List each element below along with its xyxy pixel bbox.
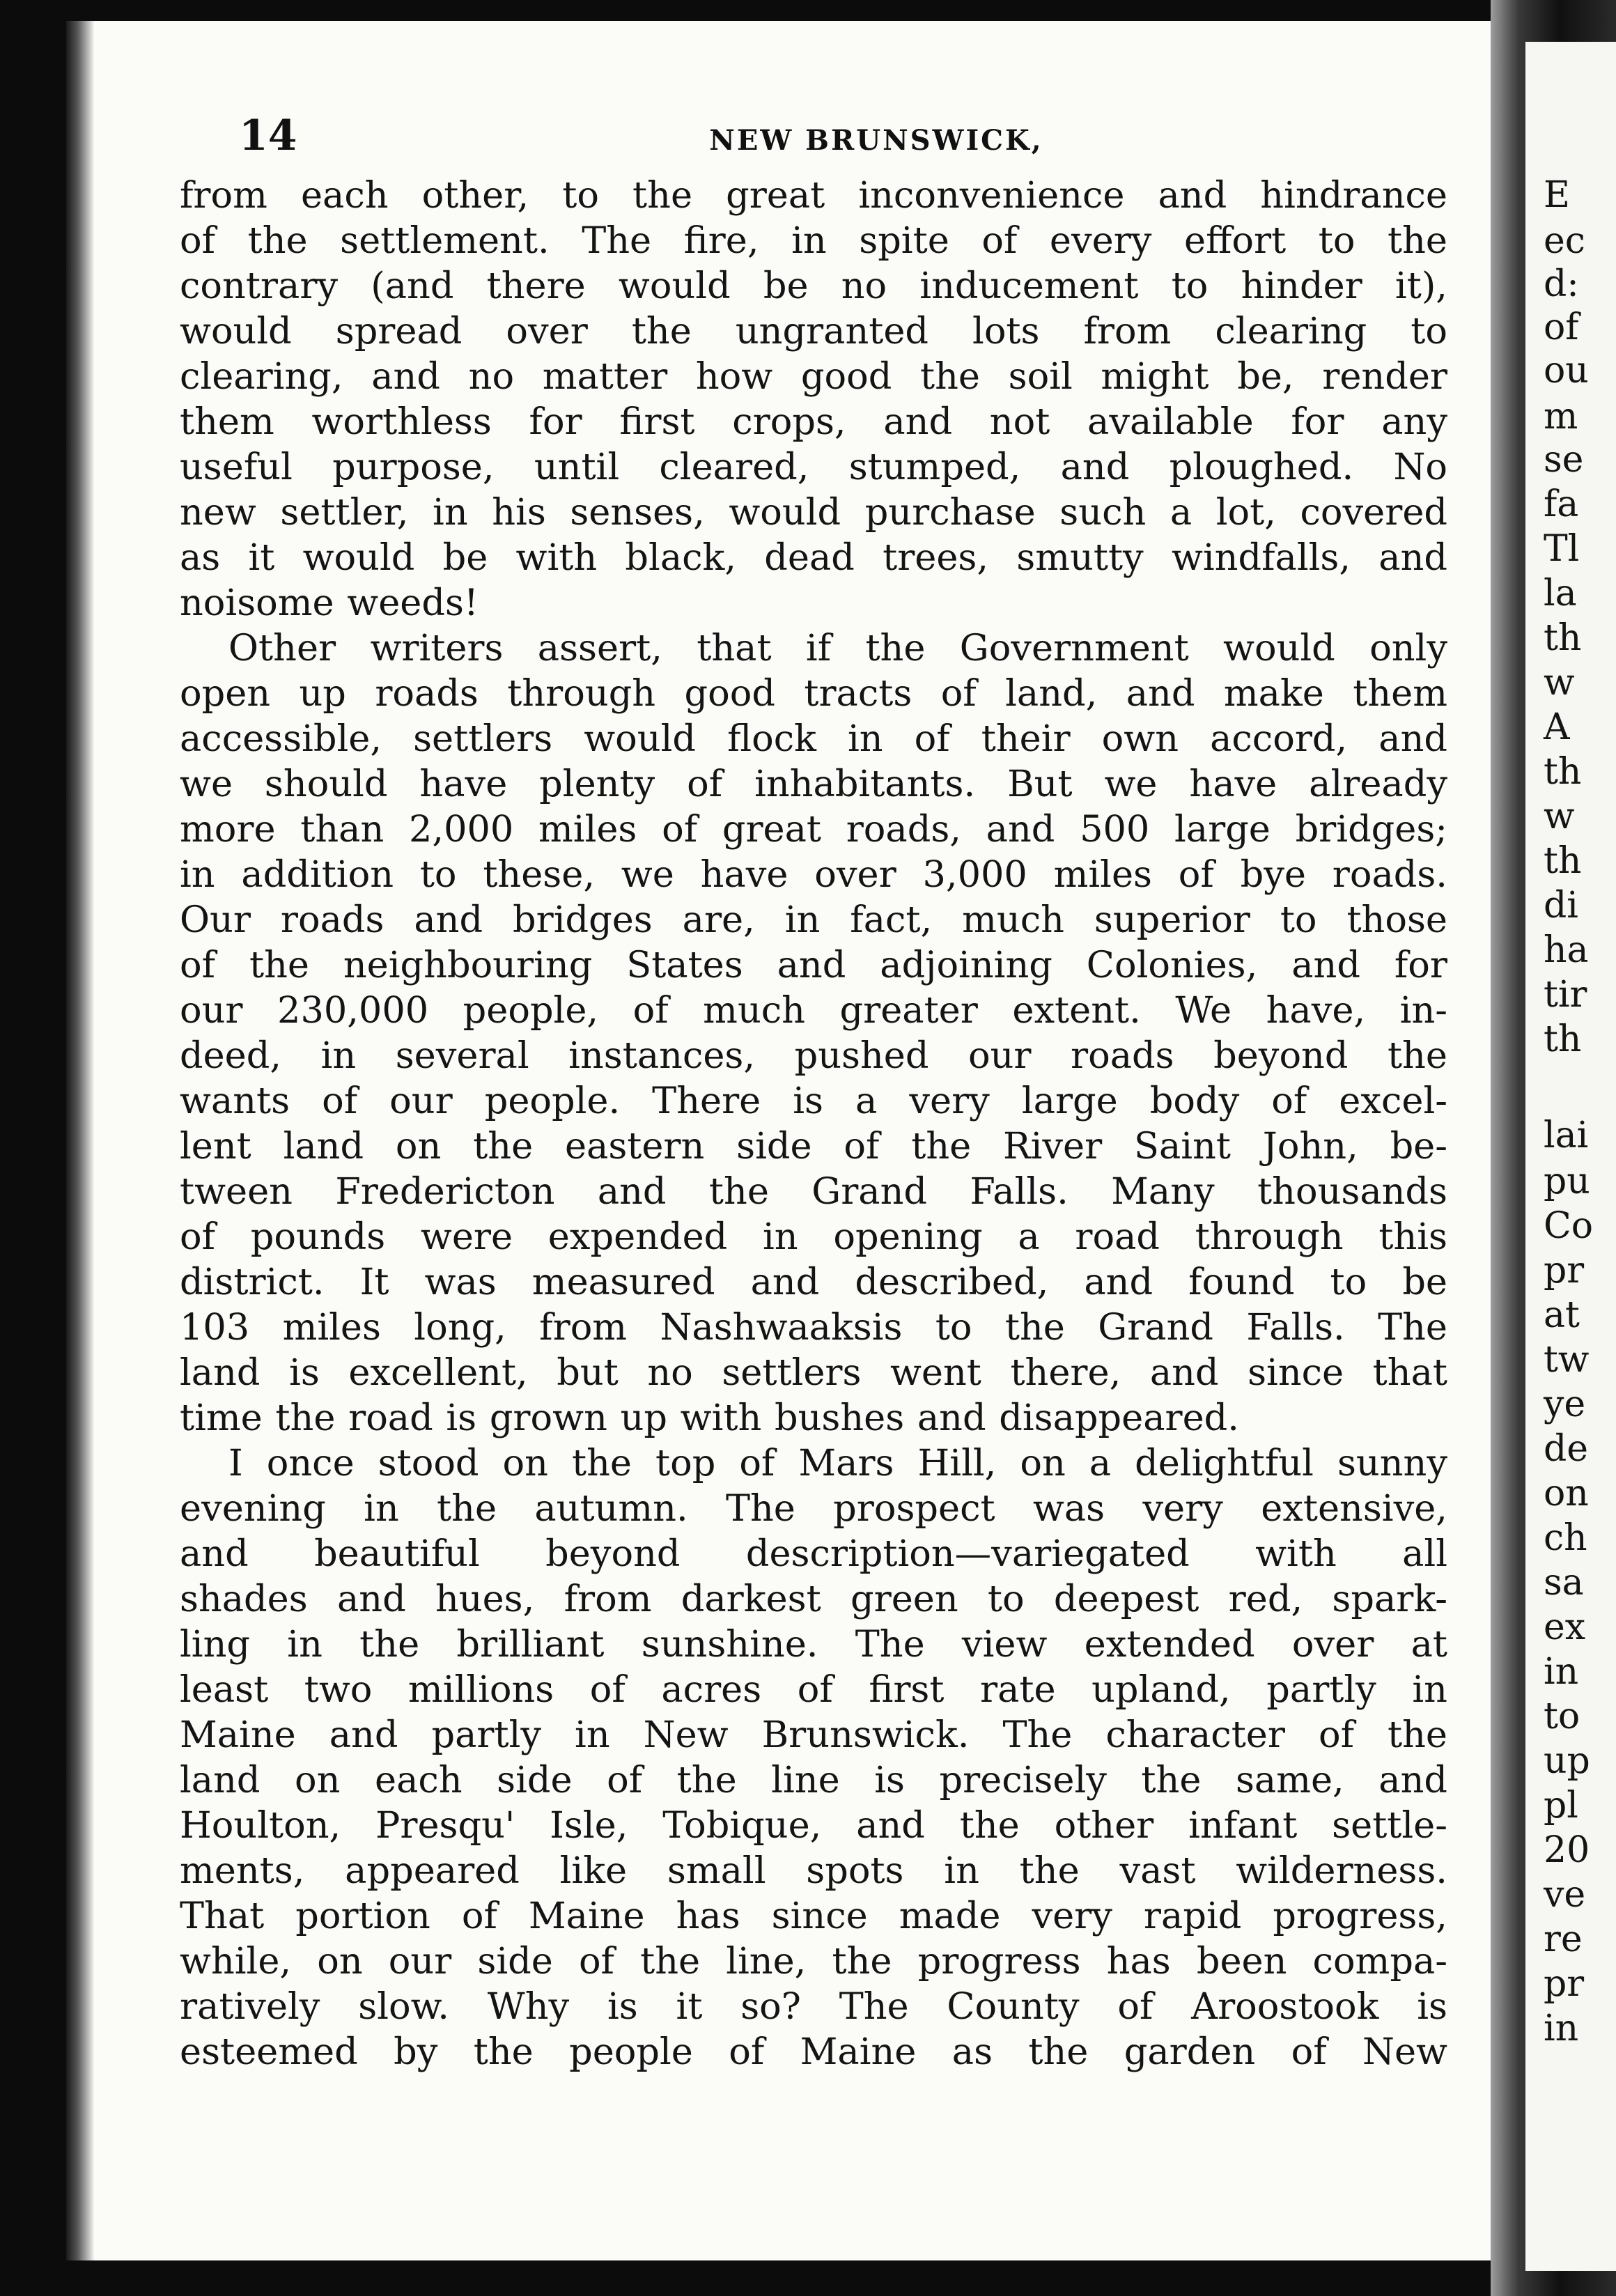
facing-page-fragment: w — [1544, 662, 1575, 704]
facing-page-fragment: pl — [1544, 1785, 1578, 1826]
facing-page-fragment: in — [1544, 1651, 1579, 1693]
text-line: noisome weeds! — [180, 582, 479, 624]
facing-page-fragment: A — [1544, 706, 1570, 748]
text-line: Houlton, Presqu' Isle, Tobique, and the other infant settle- — [180, 1804, 1447, 1847]
text-line: them worthless for first crops, and not available for any — [180, 401, 1447, 443]
facing-page-fragment: lai — [1544, 1115, 1589, 1156]
text-line: from each other, to the great inconvenience and hindrance — [180, 174, 1447, 217]
text-line: open up roads through good tracts of land, and make them — [180, 672, 1447, 715]
text-line: land is excellent, but no settlers went there, and since that — [180, 1351, 1447, 1394]
text-line: while, on our side of the line, the progress has been compa- — [180, 1940, 1447, 1983]
facing-page-fragment: re — [1544, 1918, 1583, 1960]
page-number: 14 — [239, 111, 297, 160]
facing-page-fragment: th — [1544, 1018, 1582, 1060]
text-line: tween Fredericton and the Grand Falls. Many thousands — [180, 1170, 1447, 1213]
facing-page-fragment: Co — [1544, 1205, 1594, 1247]
text-line: ratively slow. Why is it so? The County of Aroostook is — [180, 1985, 1447, 2028]
text-line: our 230,000 people, of much greater extent. We have, in- — [180, 989, 1447, 1032]
facing-page-fragment: ve — [1544, 1874, 1586, 1916]
text-line: least two millions of acres of first rate upland, partly in — [180, 1668, 1447, 1711]
facing-page-fragment: pr — [1544, 1250, 1585, 1292]
text-line: time the road is grown up with bushes and disappeared. — [180, 1397, 1239, 1439]
text-line: and beautiful beyond description—variegated with all — [180, 1533, 1447, 1575]
text-line: new settler, in his senses, would purchase such a lot, covered — [180, 491, 1447, 534]
facing-page-fragment: di — [1544, 885, 1578, 926]
facing-page-fragment: w — [1544, 796, 1575, 837]
facing-page-fragment: up — [1544, 1740, 1590, 1782]
text-line: clearing, and no matter how good the soil might be, render — [180, 355, 1447, 398]
text-line: shades and hues, from darkest green to deepest red, spark- — [180, 1578, 1447, 1620]
text-line: useful purpose, until cleared, stumped, and ploughed. No — [180, 446, 1447, 488]
facing-page-fragment: m — [1544, 396, 1578, 437]
facing-page-fragment: d: — [1544, 263, 1579, 305]
text-line: in addition to these, we have over 3,000 miles of bye roads. — [180, 853, 1447, 896]
text-line: more than 2,000 miles of great roads, and 500 large bridges; — [180, 808, 1447, 851]
facing-page-fragment: ex — [1544, 1606, 1586, 1648]
facing-page-fragment: la — [1544, 573, 1577, 614]
text-line: accessible, settlers would flock in of their own accord, and — [180, 718, 1447, 760]
text-line: That portion of Maine has since made very rapid progress, — [180, 1895, 1447, 1937]
facing-page-edge — [1525, 42, 1616, 2271]
facing-page-fragment: tir — [1544, 974, 1587, 1016]
text-line: esteemed by the people of Maine as the garden of New — [180, 2031, 1447, 2073]
text-line: ments, appeared like small spots in the vast wilderness. — [180, 1849, 1447, 1892]
text-line: we should have plenty of inhabitants. But we have already — [180, 763, 1447, 805]
facing-page-fragment: on — [1544, 1473, 1589, 1514]
facing-page-fragment: de — [1544, 1428, 1589, 1470]
facing-page-fragment: th — [1544, 617, 1582, 659]
facing-page-fragment: at — [1544, 1294, 1580, 1336]
body-text — [180, 173, 1447, 2074]
facing-page-fragment: ch — [1544, 1517, 1587, 1559]
text-line: Our roads and bridges are, in fact, much superior to those — [180, 899, 1447, 941]
facing-page-fragment: fa — [1544, 483, 1579, 525]
facing-page-fragment: ha — [1544, 929, 1589, 971]
facing-page-fragment: pu — [1544, 1161, 1590, 1202]
text-line: Maine and partly in New Brunswick. The character of the — [180, 1714, 1447, 1756]
facing-page-fragment: th — [1544, 751, 1582, 793]
running-title: NEW BRUNSWICK, — [709, 124, 1043, 157]
text-line: as it would be with black, dead trees, smutty windfalls, and — [180, 536, 1447, 579]
text-line: I once stood on the top of Mars Hill, on a delightful sunny — [228, 1442, 1447, 1484]
facing-page-fragment: ec — [1544, 220, 1585, 262]
text-line: district. It was measured and described, and found to be — [180, 1261, 1447, 1303]
facing-page-fragment: E — [1544, 174, 1570, 216]
binding-shadow — [66, 21, 94, 2260]
facing-page-fragment: tw — [1544, 1339, 1590, 1381]
facing-page-fragment: in — [1544, 2008, 1579, 2049]
text-line: lent land on the eastern side of the River Saint John, be- — [180, 1125, 1447, 1168]
text-line: of the settlement. The fire, in spite of every effort to the — [180, 219, 1447, 262]
text-line: Other writers assert, that if the Government would only — [228, 627, 1447, 669]
facing-page-fragment: se — [1544, 439, 1584, 481]
facing-page-fragment: pr — [1544, 1963, 1585, 2005]
text-line: contrary (and there would be no inducement to hinder it), — [180, 265, 1447, 307]
facing-page-fragment: ye — [1544, 1383, 1586, 1425]
facing-page-fragment: Tl — [1544, 528, 1580, 570]
facing-page-fragment: ou — [1544, 350, 1589, 391]
text-line: ling in the brilliant sunshine. The view extended over at — [180, 1623, 1447, 1666]
text-line: land on each side of the line is precisely the same, and — [180, 1759, 1447, 1801]
facing-page-fragment: sa — [1544, 1562, 1584, 1604]
facing-page-fragment: to — [1544, 1696, 1580, 1737]
text-line: 103 miles long, from Nashwaaksis to the Grand Falls. The — [180, 1306, 1447, 1349]
text-line: wants of our people. There is a very large body of excel- — [180, 1080, 1447, 1122]
text-line: evening in the autumn. The prospect was very extensive, — [180, 1487, 1447, 1530]
text-line: of pounds were expended in opening a road through this — [180, 1216, 1447, 1258]
facing-page-fragment: th — [1544, 840, 1582, 882]
text-line: would spread over the ungranted lots from clearing to — [180, 310, 1447, 352]
facing-page-fragment: 20 — [1544, 1829, 1590, 1871]
facing-page-fragment: of — [1544, 307, 1579, 348]
text-line: of the neighbouring States and adjoining Colonies, and for — [180, 944, 1447, 986]
text-line: deed, in several instances, pushed our roads beyond the — [180, 1034, 1447, 1077]
